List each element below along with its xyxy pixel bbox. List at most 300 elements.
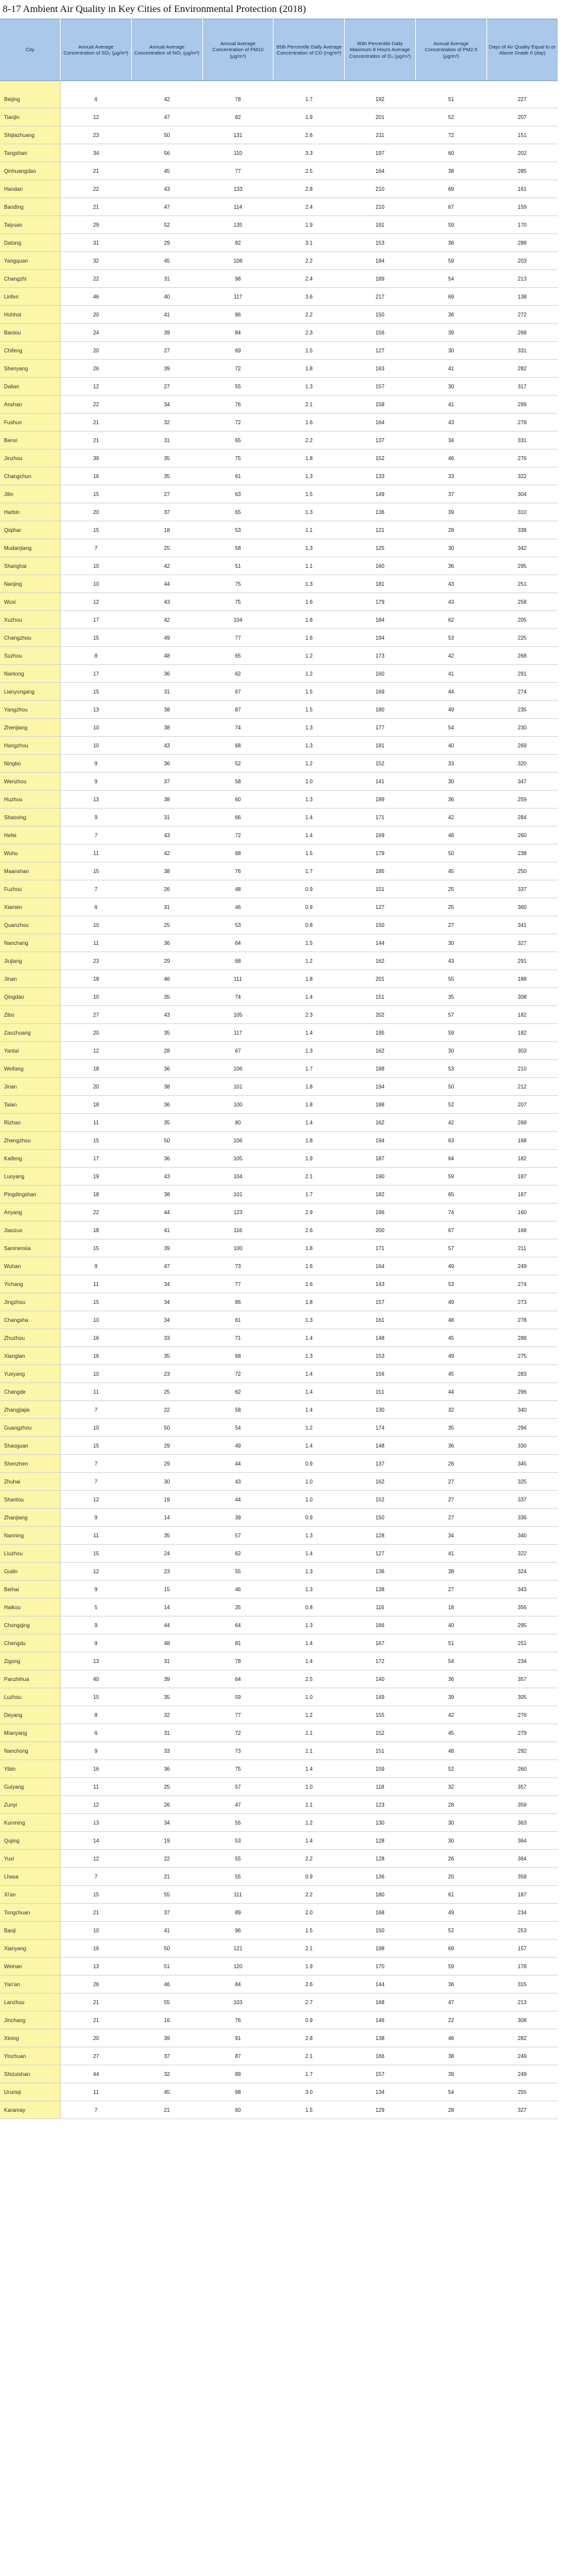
co-cell: 1.6 [274, 593, 345, 611]
pm25-cell: 43 [415, 952, 486, 970]
co-cell: 1.2 [274, 952, 345, 970]
no2-cell: 43 [131, 1168, 202, 1186]
city-cell: Anyang [0, 1204, 61, 1222]
so2-cell: 31 [61, 234, 132, 252]
pm25-cell: 54 [415, 1652, 486, 1670]
pm25-cell: 59 [415, 252, 486, 270]
co-cell: 1.0 [274, 1778, 345, 1796]
pm25-cell: 30 [415, 378, 486, 396]
so2-cell: 11 [61, 1275, 132, 1293]
good-days-cell: 207 [486, 108, 558, 126]
pm25-cell: 30 [415, 342, 486, 360]
city-cell: Suzhou [0, 647, 61, 665]
good-days-cell: 358 [486, 1868, 558, 1886]
o3-cell: 181 [345, 737, 416, 755]
co-cell: 1.7 [274, 90, 345, 108]
no2-cell: 34 [131, 1311, 202, 1329]
table-row [0, 1455, 558, 1473]
good-days-cell: 249 [486, 2065, 558, 2083]
o3-cell: 211 [345, 126, 416, 144]
co-cell: 0.9 [274, 2011, 345, 2029]
so2-cell: 8 [61, 647, 132, 665]
so2-cell: 10 [61, 737, 132, 755]
table-row [0, 1132, 558, 1150]
good-days-cell: 249 [486, 1257, 558, 1275]
o3-cell: 210 [345, 180, 416, 198]
so2-cell: 26 [61, 1976, 132, 1994]
co-cell: 1.3 [274, 575, 345, 593]
o3-cell: 136 [345, 1563, 416, 1581]
no2-cell: 36 [131, 1760, 202, 1778]
city-cell: Xuzhou [0, 611, 61, 629]
good-days-cell: 235 [486, 701, 558, 719]
so2-cell: 15 [61, 629, 132, 647]
o3-cell: 151 [345, 1742, 416, 1760]
no2-cell: 25 [131, 1383, 202, 1401]
city-cell: Guangzhou [0, 1419, 61, 1437]
table-row [0, 1796, 558, 1814]
no2-cell: 25 [131, 539, 202, 557]
co-cell: 1.2 [274, 755, 345, 773]
co-cell: 1.3 [274, 719, 345, 737]
good-days-cell: 325 [486, 1473, 558, 1491]
table-row [0, 1096, 558, 1114]
good-days-cell: 255 [486, 2083, 558, 2101]
city-cell: Zigong [0, 1652, 61, 1670]
good-days-cell: 305 [486, 1688, 558, 1706]
co-cell: 3.3 [274, 144, 345, 162]
good-days-cell: 276 [486, 1706, 558, 1724]
so2-cell: 10 [61, 557, 132, 575]
good-days-cell: 238 [486, 844, 558, 862]
o3-cell: 138 [345, 1581, 416, 1599]
table-row [0, 1473, 558, 1491]
co-cell: 1.8 [274, 1078, 345, 1096]
table-row [0, 611, 558, 629]
co-cell: 2.8 [274, 180, 345, 198]
pm10-cell: 86 [202, 306, 274, 324]
pm10-cell: 103 [202, 1994, 274, 2011]
city-cell: Zhuzhou [0, 1329, 61, 1347]
pm10-cell: 62 [202, 1383, 274, 1401]
so2-cell: 18 [61, 970, 132, 988]
co-cell: 2.0 [274, 1904, 345, 1922]
no2-cell: 56 [131, 144, 202, 162]
pm25-cell: 48 [415, 1311, 486, 1329]
so2-cell: 14 [61, 1832, 132, 1850]
co-cell: 1.6 [274, 414, 345, 432]
pm10-cell: 55 [202, 378, 274, 396]
no2-cell: 42 [131, 844, 202, 862]
good-days-cell: 336 [486, 1509, 558, 1527]
pm25-cell: 27 [415, 1581, 486, 1599]
o3-cell: 136 [345, 1868, 416, 1886]
so2-cell: 21 [61, 432, 132, 450]
no2-cell: 48 [131, 1634, 202, 1652]
o3-cell: 184 [345, 252, 416, 270]
table-row [0, 1940, 558, 1958]
city-cell: Yangzhou [0, 701, 61, 719]
no2-cell: 35 [131, 988, 202, 1006]
co-cell: 1.3 [274, 1347, 345, 1365]
so2-cell: 20 [61, 2029, 132, 2047]
so2-cell: 12 [61, 1796, 132, 1814]
good-days-cell: 356 [486, 1599, 558, 1616]
table-row [0, 557, 558, 575]
so2-cell: 8 [61, 1706, 132, 1724]
good-days-cell: 322 [486, 467, 558, 485]
no2-cell: 16 [131, 2011, 202, 2029]
o3-cell: 143 [345, 1275, 416, 1293]
o3-cell: 181 [345, 575, 416, 593]
co-cell: 2.2 [274, 306, 345, 324]
so2-cell: 15 [61, 683, 132, 701]
o3-cell: 190 [345, 1168, 416, 1186]
city-cell: Shenyang [0, 360, 61, 378]
table-row [0, 1006, 558, 1024]
pm25-cell: 41 [415, 396, 486, 414]
o3-cell: 169 [345, 827, 416, 844]
table-row [0, 1365, 558, 1383]
city-cell: Shantou [0, 1491, 61, 1509]
co-cell: 2.2 [274, 252, 345, 270]
pm25-cell: 27 [415, 916, 486, 934]
pm10-cell: 77 [202, 629, 274, 647]
so2-cell: 11 [61, 1383, 132, 1401]
co-cell: 0.9 [274, 898, 345, 916]
pm25-cell: 42 [415, 809, 486, 827]
pm10-cell: 77 [202, 1706, 274, 1724]
good-days-cell: 210 [486, 1060, 558, 1078]
city-cell: Taiyuan [0, 216, 61, 234]
o3-cell: 128 [345, 1850, 416, 1868]
pm25-cell: 34 [415, 432, 486, 450]
good-days-cell: 182 [486, 1024, 558, 1042]
so2-cell: 6 [61, 1724, 132, 1742]
so2-cell: 20 [61, 1078, 132, 1096]
no2-cell: 39 [131, 1239, 202, 1257]
pm10-cell: 64 [202, 1670, 274, 1688]
city-cell: Baoding [0, 198, 61, 216]
city-cell: Changchun [0, 467, 61, 485]
o3-cell: 148 [345, 1329, 416, 1347]
co-cell: 1.9 [274, 108, 345, 126]
good-days-cell: 284 [486, 809, 558, 827]
pm25-cell: 28 [415, 1796, 486, 1814]
co-cell: 1.8 [274, 1096, 345, 1114]
city-cell: Shaoxing [0, 809, 61, 827]
city-cell: Zhanjiang [0, 1509, 61, 1527]
co-cell: 1.5 [274, 2101, 345, 2119]
good-days-cell: 251 [486, 575, 558, 593]
city-cell: Dalian [0, 378, 61, 396]
no2-cell: 36 [131, 1096, 202, 1114]
good-days-cell: 182 [486, 1150, 558, 1168]
co-cell: 1.2 [274, 665, 345, 683]
pm10-cell: 74 [202, 988, 274, 1006]
pm10-cell: 76 [202, 2011, 274, 2029]
pm25-cell: 64 [415, 1150, 486, 1168]
table-row [0, 198, 558, 216]
so2-cell: 15 [61, 485, 132, 503]
pm10-cell: 121 [202, 1940, 274, 1958]
o3-cell: 149 [345, 1688, 416, 1706]
no2-cell: 41 [131, 1222, 202, 1239]
table-row [0, 1904, 558, 1922]
good-days-cell: 168 [486, 1222, 558, 1239]
good-days-cell: 292 [486, 1742, 558, 1760]
co-cell: 2.4 [274, 198, 345, 216]
co-cell: 1.0 [274, 1473, 345, 1491]
o3-cell: 164 [345, 414, 416, 432]
good-days-cell: 364 [486, 1850, 558, 1868]
co-cell: 1.8 [274, 450, 345, 467]
so2-cell: 29 [61, 216, 132, 234]
header-co: 95th Percentile Daily Average Concentration of CO (mg/m³) [274, 19, 345, 81]
table-row [0, 1491, 558, 1509]
o3-cell: 158 [345, 396, 416, 414]
city-cell: Zaozhuang [0, 1024, 61, 1042]
so2-cell: 16 [61, 467, 132, 485]
pm25-cell: 42 [415, 647, 486, 665]
co-cell: 1.7 [274, 1186, 345, 1204]
pm25-cell: 69 [415, 288, 486, 306]
no2-cell: 38 [131, 1186, 202, 1204]
so2-cell: 16 [61, 1760, 132, 1778]
good-days-cell: 324 [486, 1563, 558, 1581]
pm10-cell: 87 [202, 701, 274, 719]
table-row [0, 773, 558, 791]
no2-cell: 34 [131, 396, 202, 414]
no2-cell: 38 [131, 791, 202, 809]
good-days-cell: 338 [486, 521, 558, 539]
pm10-cell: 55 [202, 1850, 274, 1868]
so2-cell: 20 [61, 503, 132, 521]
city-cell: Kunming [0, 1814, 61, 1832]
table-row [0, 1545, 558, 1563]
so2-cell: 13 [61, 701, 132, 719]
good-days-cell: 340 [486, 1401, 558, 1419]
co-cell: 1.4 [274, 1024, 345, 1042]
pm25-cell: 49 [415, 1904, 486, 1922]
city-cell: Xiangtan [0, 1347, 61, 1365]
no2-cell: 31 [131, 1652, 202, 1670]
pm25-cell: 67 [415, 1222, 486, 1239]
table-row [0, 162, 558, 180]
no2-cell: 33 [131, 1742, 202, 1760]
good-days-cell: 250 [486, 862, 558, 880]
table-header-row [0, 19, 558, 81]
pm25-cell: 49 [415, 1347, 486, 1365]
city-cell: Wuxi [0, 593, 61, 611]
good-days-cell: 212 [486, 1078, 558, 1096]
good-days-cell: 234 [486, 1652, 558, 1670]
table-row [0, 2047, 558, 2065]
city-cell: Hohhot [0, 306, 61, 324]
no2-cell: 37 [131, 503, 202, 521]
good-days-cell: 345 [486, 1455, 558, 1473]
table-row [0, 90, 558, 108]
pm25-cell: 50 [415, 1078, 486, 1096]
table-row [0, 1275, 558, 1293]
so2-cell: 15 [61, 1293, 132, 1311]
pm10-cell: 82 [202, 234, 274, 252]
co-cell: 1.3 [274, 791, 345, 809]
o3-cell: 118 [345, 1778, 416, 1796]
no2-cell: 21 [131, 1868, 202, 1886]
table-row [0, 126, 558, 144]
pm25-cell: 38 [415, 2047, 486, 2065]
so2-cell: 9 [61, 809, 132, 827]
table-row [0, 970, 558, 988]
co-cell: 1.1 [274, 521, 345, 539]
o3-cell: 129 [345, 2101, 416, 2119]
pm10-cell: 54 [202, 1419, 274, 1437]
city-cell: Zhuhai [0, 1473, 61, 1491]
pm10-cell: 105 [202, 1006, 274, 1024]
o3-cell: 192 [345, 90, 416, 108]
pm25-cell: 26 [415, 1455, 486, 1473]
no2-cell: 38 [131, 701, 202, 719]
so2-cell: 15 [61, 1688, 132, 1706]
good-days-cell: 291 [486, 665, 558, 683]
so2-cell: 17 [61, 1150, 132, 1168]
table-row [0, 755, 558, 773]
no2-cell: 39 [131, 324, 202, 342]
pm10-cell: 84 [202, 324, 274, 342]
o3-cell: 194 [345, 1132, 416, 1150]
pm10-cell: 53 [202, 521, 274, 539]
no2-cell: 23 [131, 1365, 202, 1383]
no2-cell: 27 [131, 342, 202, 360]
no2-cell: 39 [131, 1670, 202, 1688]
co-cell: 1.5 [274, 844, 345, 862]
table-row [0, 593, 558, 611]
good-days-cell: 230 [486, 719, 558, 737]
co-cell: 1.4 [274, 1114, 345, 1132]
so2-cell: 26 [61, 360, 132, 378]
table-row [0, 629, 558, 647]
no2-cell: 43 [131, 180, 202, 198]
so2-cell: 7 [61, 827, 132, 844]
spacer-city-cell [0, 81, 61, 91]
no2-cell: 35 [131, 1114, 202, 1132]
no2-cell: 39 [131, 360, 202, 378]
header-good-days: Days of Air Quality Equal to or Above Grade II (day) [486, 19, 558, 81]
table-row [0, 432, 558, 450]
so2-cell: 34 [61, 144, 132, 162]
pm25-cell: 69 [415, 180, 486, 198]
table-row [0, 1437, 558, 1455]
no2-cell: 19 [131, 1491, 202, 1509]
so2-cell: 18 [61, 1060, 132, 1078]
o3-cell: 157 [345, 2065, 416, 2083]
table-row [0, 1347, 558, 1365]
co-cell: 1.9 [274, 1958, 345, 1976]
good-days-cell: 187 [486, 1168, 558, 1186]
no2-cell: 30 [131, 1473, 202, 1491]
good-days-cell: 294 [486, 1419, 558, 1437]
o3-cell: 198 [345, 1940, 416, 1958]
pm25-cell: 32 [415, 1401, 486, 1419]
o3-cell: 150 [345, 916, 416, 934]
table-row [0, 1832, 558, 1850]
so2-cell: 13 [61, 791, 132, 809]
no2-cell: 27 [131, 485, 202, 503]
co-cell: 3.6 [274, 288, 345, 306]
so2-cell: 9 [61, 1509, 132, 1527]
city-cell: Pingdingshan [0, 1186, 61, 1204]
so2-cell: 10 [61, 1311, 132, 1329]
good-days-cell: 364 [486, 1832, 558, 1850]
so2-cell: 13 [61, 1652, 132, 1670]
pm25-cell: 53 [415, 1060, 486, 1078]
pm25-cell: 42 [415, 1114, 486, 1132]
pm25-cell: 38 [415, 162, 486, 180]
so2-cell: 15 [61, 521, 132, 539]
no2-cell: 45 [131, 252, 202, 270]
so2-cell: 10 [61, 575, 132, 593]
pm10-cell: 87 [202, 2047, 274, 2065]
o3-cell: 127 [345, 898, 416, 916]
pm10-cell: 78 [202, 1652, 274, 1670]
pm25-cell: 27 [415, 1491, 486, 1509]
pm10-cell: 108 [202, 252, 274, 270]
so2-cell: 11 [61, 844, 132, 862]
table-row [0, 809, 558, 827]
city-cell: Xi'an [0, 1886, 61, 1904]
pm10-cell: 64 [202, 934, 274, 952]
o3-cell: 168 [345, 1994, 416, 2011]
so2-cell: 23 [61, 952, 132, 970]
pm10-cell: 48 [202, 880, 274, 898]
city-cell: Karamay [0, 2101, 61, 2119]
so2-cell: 12 [61, 108, 132, 126]
pm25-cell: 52 [415, 108, 486, 126]
co-cell: 1.4 [274, 988, 345, 1006]
city-cell: Jinchang [0, 2011, 61, 2029]
good-days-cell: 360 [486, 898, 558, 916]
no2-cell: 31 [131, 1724, 202, 1742]
co-cell: 1.8 [274, 1239, 345, 1257]
good-days-cell: 151 [486, 126, 558, 144]
pm10-cell: 61 [202, 467, 274, 485]
table-row [0, 719, 558, 737]
so2-cell: 21 [61, 414, 132, 432]
good-days-cell: 340 [486, 1527, 558, 1545]
o3-cell: 130 [345, 1401, 416, 1419]
pm10-cell: 44 [202, 1455, 274, 1473]
o3-cell: 194 [345, 629, 416, 647]
table-row [0, 450, 558, 467]
o3-cell: 128 [345, 1832, 416, 1850]
o3-cell: 172 [345, 1652, 416, 1670]
no2-cell: 52 [131, 216, 202, 234]
table-row [0, 1976, 558, 1994]
pm10-cell: 75 [202, 1760, 274, 1778]
no2-cell: 36 [131, 665, 202, 683]
city-cell: Handan [0, 180, 61, 198]
city-cell: Nanchong [0, 1742, 61, 1760]
no2-cell: 35 [131, 1688, 202, 1706]
no2-cell: 48 [131, 647, 202, 665]
no2-cell: 29 [131, 234, 202, 252]
pm10-cell: 65 [202, 647, 274, 665]
o3-cell: 184 [345, 611, 416, 629]
pm10-cell: 114 [202, 198, 274, 216]
co-cell: 1.6 [274, 1275, 345, 1293]
no2-cell: 37 [131, 773, 202, 791]
